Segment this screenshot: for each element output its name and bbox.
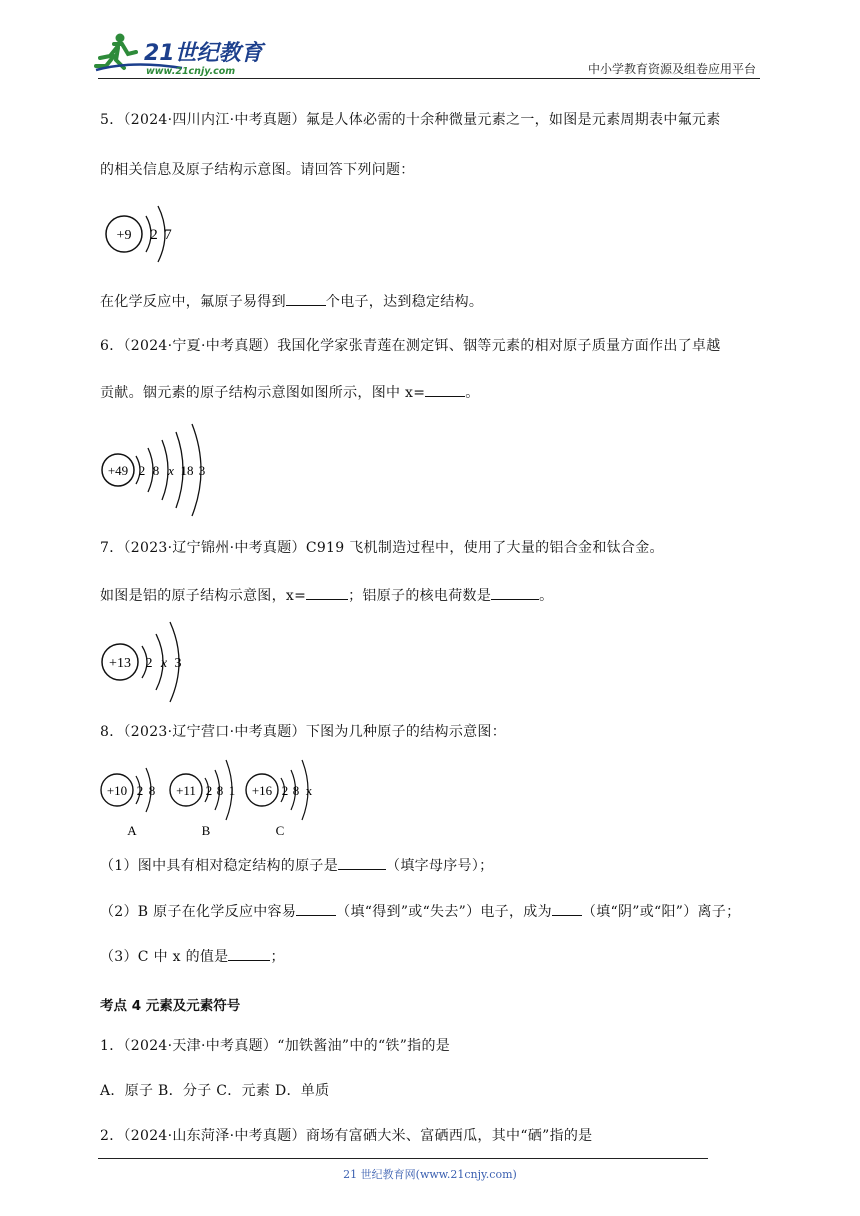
logo-url: www.21cnjy.com [146, 66, 236, 77]
q8-sub-3-blank[interactable] [228, 946, 270, 961]
q8-atom-c-shell-1: 2 [281, 783, 289, 798]
q8-atoms-diagram [98, 750, 328, 840]
q8-sub-1-text-b: （填字母序号）； [386, 858, 494, 874]
q6-shell-4: 18 [180, 463, 194, 478]
q8-sub-2-blank-2[interactable] [552, 901, 582, 916]
q8-sub-3-text-a: （3）C 中 x 的值是 [100, 949, 229, 965]
q8-sub-2-blank-1[interactable] [296, 901, 336, 916]
q5-fluorine-atom-diagram [100, 196, 190, 272]
q8-line-1: 8．（2023·辽宁营口·中考真题）下图为几种原子的结构示意图： [100, 724, 507, 740]
q8-atom-c [246, 760, 313, 838]
q8-atom-b-shell-3: 1 [228, 783, 236, 798]
q6-shell-5: 3 [198, 463, 206, 478]
q5-shell-2: 7 [164, 227, 172, 243]
q8-atom-c-nucleus: +16 [251, 783, 273, 798]
q8-sub-2-text-a: （2）B 原子在化学反应中容易 [100, 904, 297, 920]
q6-line-1: 6．（2024·宁夏·中考真题）我国化学家张青莲在测定铒、铟等元素的相对原子质量方面作出了卓越 [100, 338, 721, 354]
q8-atom-b-shell-1: 2 [205, 783, 213, 798]
q5-line-3-text-a: 在化学反应中，氟原子易得到 [100, 294, 286, 310]
q6-answer-blank[interactable] [425, 382, 465, 397]
q8-atom-a-shell-1: 2 [136, 783, 144, 798]
q7-shell-2: x [160, 656, 168, 671]
footer-divider [98, 1158, 708, 1159]
q5-shell-1: 2 [150, 227, 158, 243]
q8-atom-c-label: C [275, 823, 285, 838]
q8-atom-a-shell-2: 8 [148, 783, 156, 798]
q8-sub-2-text-b: （填“得到”或“失去”）电子，成为 [336, 904, 552, 920]
section-heading: 考点 4 元素及元素符号 [100, 998, 241, 1014]
footer-text: 21 世纪教育网(www.21cnjy.com) [343, 1168, 517, 1181]
q8-sub-3 [100, 946, 285, 967]
q5-line-3-text-b: 个电子，达到稳定结构。 [325, 294, 484, 310]
q6-line-2 [100, 382, 480, 403]
q7-line-2-text-c: 。 [539, 588, 554, 604]
q6-shell-3: x [168, 463, 174, 478]
q7-line-1: 7．（2023·辽宁锦州·中考真题）C919 飞机制造过程中，使用了大量的铝合金和钛合金。 [100, 540, 664, 556]
q7-aluminum-atom-diagram [100, 618, 200, 706]
q7-shell-1: 2 [145, 656, 153, 671]
q7-line-2 [100, 585, 553, 606]
s2-line-1: 2．（2024·山东菏泽·中考真题）商场有富硒大米、富硒西瓜，其中“硒”指的是 [100, 1128, 593, 1144]
q5-line-1: 5．（2024·四川内江·中考真题）氟是人体必需的十余种微量元素之一，如图是元素周期表中氟元素 [100, 112, 721, 128]
header-divider [98, 78, 760, 79]
q5-line-2: 的相关信息及原子结构示意图。请回答下列问题： [100, 162, 415, 178]
q8-atom-b [170, 760, 235, 838]
q8-atom-c-shell-3: x [305, 783, 313, 798]
q8-sub-2-text-c: （填“阴”或“阳”）离子； [581, 904, 741, 920]
q8-atom-c-shell-2: 8 [292, 783, 300, 798]
q8-atom-a-label: A [127, 823, 137, 838]
q5-line-3 [100, 291, 483, 312]
q5-answer-blank[interactable] [286, 291, 326, 306]
q8-atom-b-label: B [201, 823, 211, 838]
q8-sub-1-blank[interactable] [338, 855, 386, 870]
q7-answer-blank-2[interactable] [491, 585, 539, 600]
q8-sub-2 [100, 901, 740, 922]
q8-atom-b-shell-2: 8 [216, 783, 224, 798]
q7-nucleus-label: +13 [109, 656, 131, 671]
q8-atom-a-nucleus: +10 [106, 783, 128, 798]
q6-shell-2: 8 [152, 463, 160, 478]
s1-options: A．原子 B．分子 C．元素 D．单质 [100, 1083, 330, 1099]
q6-indium-atom-diagram [100, 422, 220, 518]
q6-shell-1: 2 [138, 463, 146, 478]
q5-nucleus-label: +9 [116, 228, 132, 243]
q6-nucleus-label: +49 [107, 463, 129, 478]
logo-wordmark: 21世纪教育 [144, 41, 263, 66]
site-logo [92, 30, 267, 78]
s1-line-1: 1．（2024·天津·中考真题）“加铁酱油”中的“铁”指的是 [100, 1038, 451, 1054]
q7-answer-blank-1[interactable] [306, 585, 348, 600]
q7-line-2-text-a: 如图是铝的原子结构示意图，x= [100, 588, 307, 604]
q7-line-2-text-b: ；铝原子的核电荷数是 [348, 588, 492, 604]
q6-line-2-text-a: 贡献。铟元素的原子结构示意图如图所示，图中 x= [100, 385, 426, 401]
header-tagline: 中小学教育资源及组卷应用平台 [587, 62, 756, 76]
q8-sub-1 [100, 855, 493, 876]
q6-line-2-text-b: 。 [465, 385, 480, 401]
q8-sub-1-text-a: （1）图中具有相对稳定结构的原子是 [100, 858, 339, 874]
q8-atom-b-nucleus: +11 [176, 783, 196, 798]
q7-shell-3: 3 [174, 656, 182, 671]
q8-atom-a [101, 768, 155, 838]
q8-sub-3-text-b: ； [270, 949, 285, 965]
